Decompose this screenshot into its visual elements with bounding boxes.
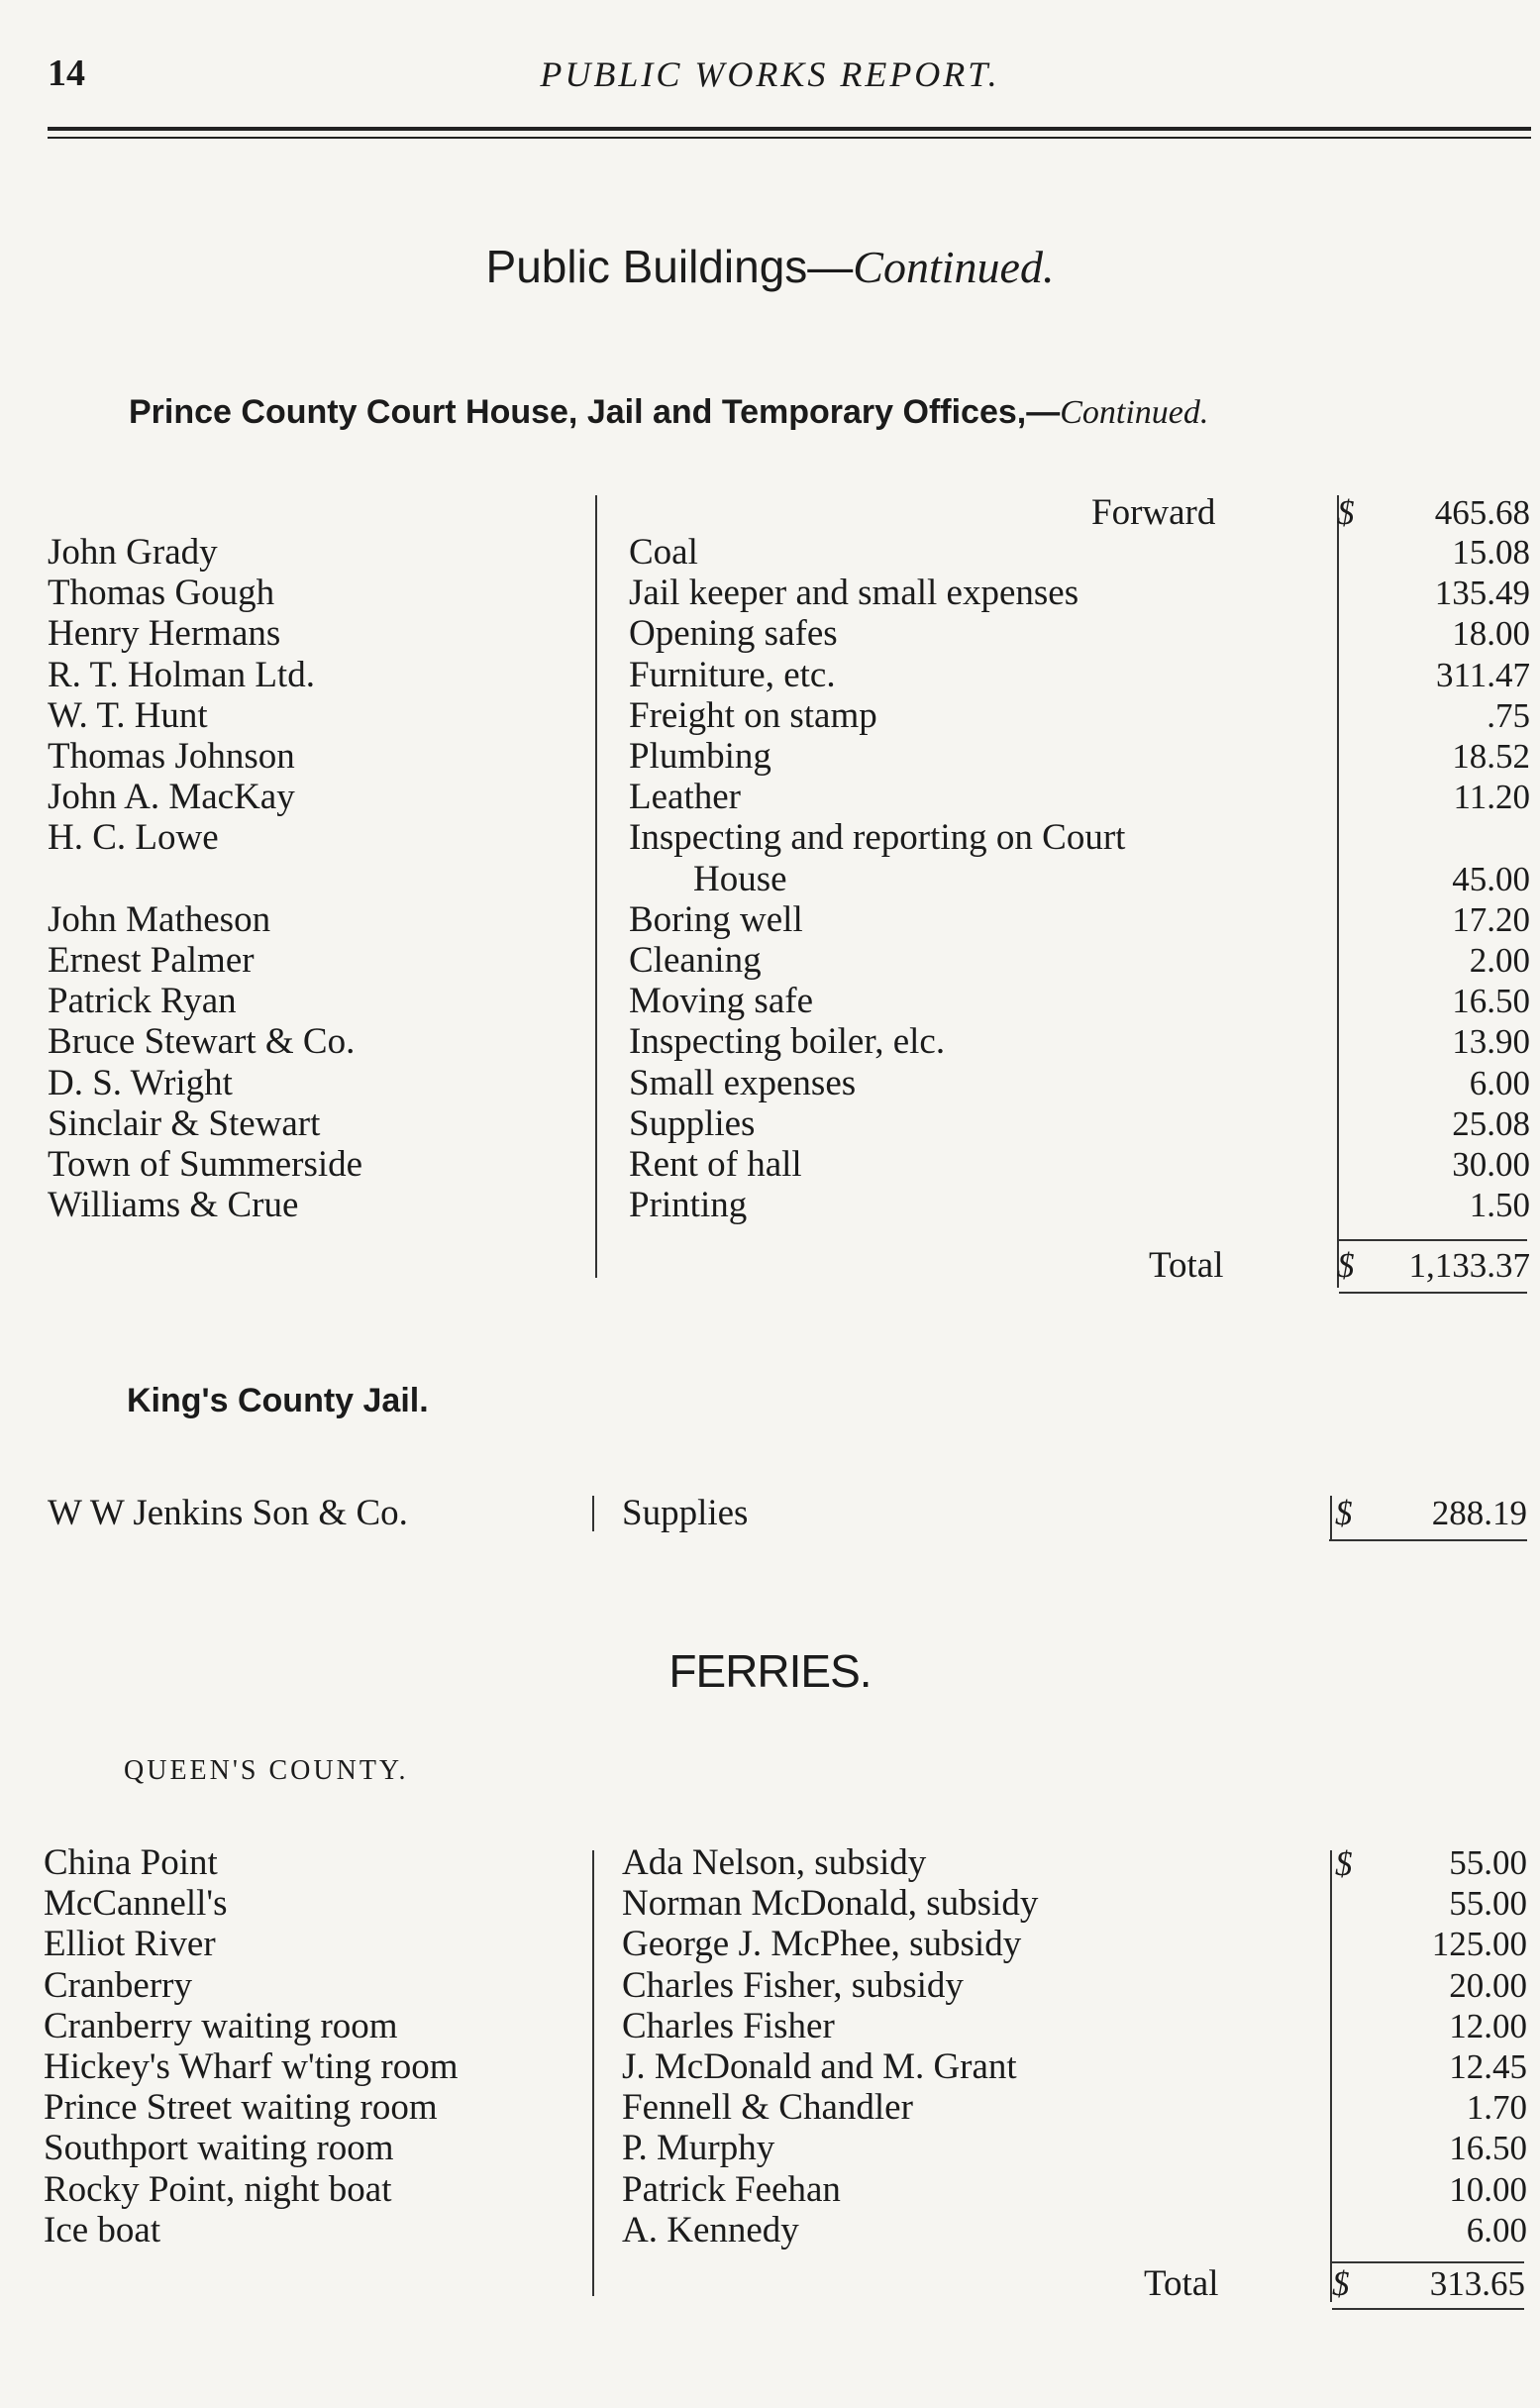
ferries-county-label: QUEEN'S COUNTY.: [124, 1755, 409, 1786]
section-heading: [0, 240, 1540, 293]
amount: 13.90: [1452, 1022, 1530, 1062]
description: Leather: [629, 777, 741, 818]
payee: Sinclair & Stewart: [48, 1102, 321, 1144]
ferry-place: Cranberry: [44, 1964, 192, 2006]
page-number: 14: [48, 52, 85, 94]
amount: 25.08: [1452, 1103, 1530, 1143]
description: Boring well: [629, 898, 803, 940]
amount: 11.20: [1453, 778, 1530, 817]
ferry-amount: 55.00: [1449, 1843, 1527, 1882]
payee: Henry Hermans: [48, 613, 281, 655]
amount: 18.52: [1452, 737, 1530, 776]
amount: 1.50: [1469, 1186, 1530, 1225]
ferry-place: China Point: [44, 1842, 218, 1883]
ferry-place: Cranberry waiting room: [44, 2005, 398, 2046]
payee: John A. MacKay: [48, 777, 295, 818]
kings-amount: 288.19: [1431, 1494, 1527, 1532]
ferry-amount: 10.00: [1449, 2169, 1527, 2209]
ferry-place: Rocky Point, night boat: [44, 2168, 392, 2210]
amount: 30.00: [1452, 1145, 1530, 1184]
prince-subheading: [129, 392, 1208, 432]
description: Opening safes: [629, 613, 838, 655]
prince-subheading-continued: Continued.: [1060, 394, 1209, 431]
forward-amount: 465.68: [1434, 493, 1530, 532]
amount: 2.00: [1469, 941, 1530, 980]
prince-total-dollar-sign: $: [1337, 1246, 1355, 1285]
ferries-total-label: Total: [1144, 2263, 1219, 2304]
description: Small expenses: [629, 1062, 857, 1103]
ferry-amount: 20.00: [1449, 1965, 1527, 2005]
amount: 16.50: [1452, 982, 1530, 1021]
payee: Thomas Johnson: [48, 736, 295, 777]
kings-description: Supplies: [622, 1493, 749, 1533]
amount: 15.08: [1452, 533, 1530, 572]
ferry-description: A. Kennedy: [622, 2209, 799, 2251]
ferry-amount: 16.50: [1449, 2129, 1527, 2168]
payee: Town of Summerside: [48, 1144, 363, 1185]
payee: Williams & Crue: [48, 1185, 299, 1226]
ferry-description: Charles Fisher: [622, 2005, 835, 2046]
prince-total-label: Total: [1149, 1245, 1224, 1286]
kings-payee: W W Jenkins Son & Co.: [48, 1493, 408, 1533]
ferry-description: Patrick Feehan: [622, 2168, 841, 2210]
kings-column-divider-1: [592, 1496, 594, 1531]
running-title: PUBLIC WORKS REPORT.: [540, 54, 1000, 94]
forward-label: Forward: [1091, 492, 1216, 533]
ferries-heading: FERRIES.: [668, 1645, 872, 1697]
ferry-description: Norman McDonald, subsidy: [622, 1883, 1039, 1925]
description: Cleaning: [629, 940, 762, 981]
ferry-place: Ice boat: [44, 2209, 161, 2251]
description: Plumbing: [629, 736, 771, 777]
section-heading-main: Public Buildings—: [485, 241, 854, 292]
amount: 6.00: [1469, 1063, 1530, 1102]
description: Inspecting and reporting on Court: [629, 817, 1126, 859]
payee: D. S. Wright: [48, 1062, 233, 1103]
ferry-description: P. Murphy: [622, 2128, 775, 2169]
payee: John Matheson: [48, 898, 271, 940]
payee: Thomas Gough: [48, 573, 275, 614]
ferry-place: Prince Street waiting room: [44, 2087, 438, 2129]
description: Printing: [629, 1185, 748, 1226]
forward-dollar-sign: $: [1337, 493, 1355, 532]
ferry-amount: 125.00: [1431, 1925, 1527, 1964]
amount: .75: [1487, 695, 1530, 735]
kings-dollar-sign: $: [1335, 1494, 1353, 1532]
ferries-total-dollar-sign: $: [1332, 2264, 1350, 2303]
ferry-description: Fennell & Chandler: [622, 2087, 913, 2129]
ferry-place: Elliot River: [44, 1924, 216, 1965]
ferry-place: McCannell's: [44, 1883, 228, 1925]
ferries-total-rule-bottom: [1332, 2308, 1524, 2310]
section-heading-continued: Continued.: [853, 242, 1055, 292]
ferries-dollar-sign: $: [1335, 1844, 1353, 1883]
ferry-description: George J. McPhee, subsidy: [622, 1924, 1022, 1965]
payee: Patrick Ryan: [48, 981, 237, 1022]
header-rule-thin: [48, 137, 1531, 139]
prince-total-rule-top: [1339, 1239, 1527, 1241]
ferry-description: Ada Nelson, subsidy: [622, 1842, 927, 1883]
ferry-place: Southport waiting room: [44, 2128, 394, 2169]
header-rule-thick: [48, 127, 1531, 131]
description: Supplies: [629, 1102, 756, 1144]
payee: R. T. Holman Ltd.: [48, 654, 315, 695]
ferry-description: J. McDonald and M. Grant: [622, 2046, 1017, 2087]
payee: W. T. Hunt: [48, 694, 208, 736]
ferry-place: Hickey's Wharf w'ting room: [44, 2046, 459, 2087]
payee: H. C. Lowe: [48, 817, 219, 859]
description: Inspecting boiler, elc.: [629, 1021, 946, 1063]
description: Moving safe: [629, 981, 813, 1022]
ferries-total-rule-top: [1332, 2261, 1524, 2263]
ferry-description: Charles Fisher, subsidy: [622, 1964, 964, 2006]
ferry-amount: 55.00: [1449, 1884, 1527, 1924]
payee: Bruce Stewart & Co.: [48, 1021, 356, 1063]
prince-total-rule-bottom: [1339, 1292, 1527, 1294]
description: Coal: [629, 532, 698, 573]
ferry-amount: 1.70: [1466, 2088, 1527, 2128]
ferry-amount: 12.00: [1449, 2006, 1527, 2045]
payee: Ernest Palmer: [48, 940, 255, 981]
prince-total-amount: 1,133.37: [1408, 1246, 1530, 1285]
description: Jail keeper and small expenses: [629, 573, 1079, 614]
ferry-amount: 6.00: [1466, 2210, 1527, 2250]
amount: 45.00: [1452, 859, 1530, 898]
description-continued: House: [693, 858, 787, 899]
amount: 135.49: [1434, 574, 1530, 613]
description: Rent of hall: [629, 1144, 802, 1185]
ferries-total-amount: 313.65: [1429, 2264, 1525, 2303]
kings-rule-bottom: [1329, 1539, 1527, 1541]
ferries-rows: [44, 1842, 1527, 2258]
kings-subheading: King's County Jail.: [127, 1382, 429, 1419]
description: Freight on stamp: [629, 694, 877, 736]
prince-rows: [48, 532, 1530, 1225]
amount: 311.47: [1436, 655, 1530, 694]
amount: 17.20: [1452, 899, 1530, 939]
description: Furniture, etc.: [629, 654, 836, 695]
amount: 18.00: [1452, 614, 1530, 654]
ferry-amount: 12.45: [1449, 2047, 1527, 2086]
prince-subheading-main: Prince County Court House, Jail and Temporary Offices,—: [129, 393, 1061, 431]
payee: John Grady: [48, 532, 218, 573]
